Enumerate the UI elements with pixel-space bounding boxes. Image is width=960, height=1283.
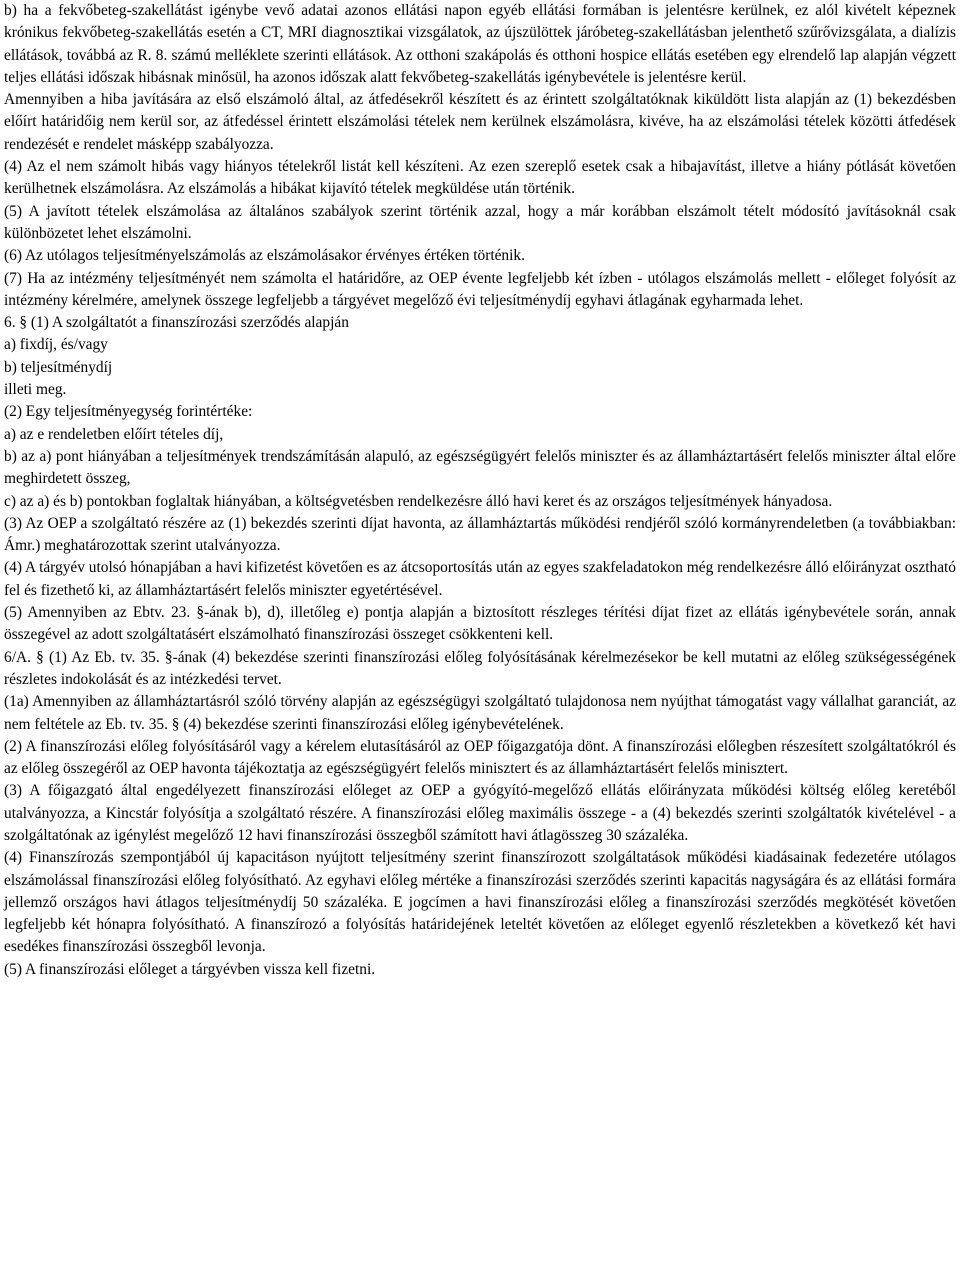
section-6-2-a: a) az e rendeletben előírt tételes díj, <box>4 425 224 443</box>
paragraph-4: (4) Az el nem számolt hibás vagy hiányos tételekről listát kell készíteni. Az ezen szereplő esetek csak a hibajavítást, illetve a hiány pótlását követően kerülhetnek elszámolásra. Az elszámolás a hibákat kijavító tételek megküldése után történik. <box>4 158 956 198</box>
section-6-heading: 6. § (1) A szolgáltatót a finanszírozási szerződés alapján <box>4 314 349 332</box>
section-6-2: (2) Egy teljesítményegység forintértéke: <box>4 403 253 421</box>
section-6a-3: (3) A főigazgató által engedélyezett finanszírozási előleget az OEP a gyógyító-megelőző ellátás előirányzata működési költség előleg keretéből utalványozza, a Kincstár folyósítja a szolgáltató részére. A finanszírozási előleg maximális összege - a (4) bekezdés szerinti szolgáltatók kivételével - a szolgáltatónak az igénylést megelőző 12 havi finanszírozási összegből számított havi átlagösszeg 30 százaléka. <box>4 782 956 844</box>
paragraph-5: (5) A javított tételek elszámolása az általános szabályok szerint történik azzal, hogy a már korábban elszámolt tételt módosító javításoknál csak különbözetet lehet elszámolni. <box>4 202 956 242</box>
section-6-tail: illeti meg. <box>4 381 67 399</box>
section-6-2-b: b) az a) pont hiányában a teljesítmények trendszámításán alapuló, az egészségügyért felelős miniszter és az államháztartásért felelős miniszter által előre meghirdetett összeg, <box>4 447 956 488</box>
paragraph-error-correction: Amennyiben a hiba javítására az első elszámoló által, az átfedésekről készített és az érintett szolgáltatóknak kiküldött lista alapján az (1) bekezdésben előírt határidőig nem kerül sor, az átfedéssel érintett elszámolási tételek nem kerülnek elszámolásra, kivéve, ha az elszámolási tételek közötti átfedések rendezését e rendelet másképp szabályozza. <box>4 91 956 153</box>
paragraph-1b-overlap: b) ha a fekvőbeteg-szakellátást igénybe vevő adatai azonos ellátási napon egyéb ellátási formában is jelentésre kerülnek, ez alól kivételt képeznek krónikus fekvőbeteg-szakellátás esetén a CT, MRI diagnosztikai vizsgálatok, az újszülöttek járóbeteg-szakellátásban jelenthető szűrővizsgálata, a dialízis ellátások, továbbá az R. 8. számú melléklete szerinti ellátások. Az otthoni szakápolás és otthoni hospice ellátás esetében egy elrendelő lap alapján végzett teljes ellátási időszak hibásnak minősül, ha azonos időszak alatt fekvőbeteg-szakellátás igénybevétele is jelentésre kerül. <box>4 2 956 86</box>
section-6a-5: (5) A finanszírozási előleget a tárgyévben vissza kell fizetni. <box>4 960 376 978</box>
section-6a-2: (2) A finanszírozási előleg folyósításáról vagy a kérelem elutasításáról az OEP főigazgatója dönt. A finanszírozási előlegben részesített szolgáltatókról és az előleg összegéről az OEP havonta tájékoztatja az egészségügyért felelős minisztert és az államháztartásért felelős minisztert. <box>4 737 956 778</box>
section-6-item-a: a) fixdíj, és/vagy <box>4 336 108 354</box>
section-6-5: (5) Amennyiben az Ebtv. 23. §-ának b), d), illetőleg e) pontja alapján a biztosított részleges térítési díjat fizet az ellátás igénybevétele során, annak összegével az adott szolgáltatásért elszámolható finanszírozási összeget csökkenteni kell. <box>4 604 956 644</box>
paragraph-7: (7) Ha az intézmény teljesítményét nem számolta el határidőre, az OEP évente legfeljebb két ízben - utólagos elszámolás mellett - előleget folyósít az intézmény kérelmére, amelynek összege legfeljebb a tárgyévet megelőző évi teljesítménydíj egyhavi átlagának egyharmada lehet. <box>4 269 956 309</box>
section-6a-1: 6/A. § (1) Az Eb. tv. 35. §-ának (4) bekezdése szerinti finanszírozási előleg folyósításának kérelmezésekor be kell mutatni az előleg szükségességének részletes indokolását és az intézkedési tervet. <box>4 648 956 688</box>
section-6-2-c: c) az a) és b) pontokban foglaltak hiányában, a költségvetésben rendelkezésre álló havi keret és az országos teljesítmények hányadosa. <box>4 492 833 510</box>
section-6-item-b: b) teljesítménydíj <box>4 358 113 376</box>
section-6a-4: (4) Finanszírozás szempontjából új kapacitáson nyújtott teljesítmény szerint finanszírozott szolgáltatások működési kiadásainak fedezetére utólagos elszámolással finanszírozási előleg folyósítható. Az egyhavi előleg mértéke a finanszírozási szerződés szerinti kapacitás nagyságára és az ellátási formára jellemző országos havi átlagos teljesítménydíj 50 százaléka. E jogcímen a havi finanszírozási előleg a finanszírozási szerződés megkötését követően legfeljebb két hónapra folyósítható. A finanszírozó a folyósítás határidejének leteltét követően az előleget egyenlő részletekben a következő két havi esedékes finanszírozási összegből levonja. <box>4 849 956 956</box>
paragraph-6: (6) Az utólagos teljesítményelszámolás az elszámolásakor érvényes értéken történik. <box>4 247 525 265</box>
section-6-4: (4) A tárgyév utolsó hónapjában a havi kifizetést követően es az átcsoportosítás után az egyes szakfeladatokon még rendelkezésre álló előirányzat osztható fel és fizethető ki, az államháztartásért felelős miniszter egyetértésével. <box>4 559 956 599</box>
section-6a-1a: (1a) Amennyiben az államháztartásról szóló törvény alapján az egészségügyi szolgáltató tulajdonosa nem nyújthat támogatást vagy vállalhat garanciát, az nem feltétele az Eb. tv. 35. § (4) bekezdése szerinti finanszírozási előleg igénybevételének. <box>4 693 956 733</box>
section-6-3: (3) Az OEP a szolgáltató részére az (1) bekezdés szerinti díjat havonta, az államháztartás működési rendjéről szóló kormányrendeletben (a továbbiakban: Ámr.) meghatározottak szerint utalványozza. <box>4 514 956 555</box>
